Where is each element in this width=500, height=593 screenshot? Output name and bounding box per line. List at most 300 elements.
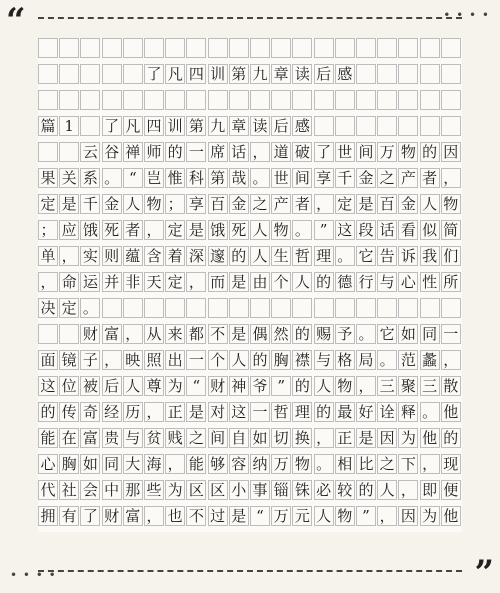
grid-cell: 非 [123,272,143,292]
grid-cell: 与 [123,428,143,448]
grid-cell [102,90,122,110]
grid-cell [356,64,376,84]
grid-cell: 一 [186,142,206,162]
grid-row [38,324,462,350]
grid-cell: 范 [398,350,418,370]
grid-cell: 一 [441,324,461,344]
grid-cell: 单 [38,246,58,266]
grid-cell [102,38,122,58]
open-quote-decoration: “ [6,1,26,41]
grid-cell: 历 [123,402,143,422]
grid-cell: 的 [229,246,249,266]
grid-cell: 铢 [292,480,312,500]
grid-cell: 间 [356,142,376,162]
grid-cell [59,142,79,162]
grid-cell: 同 [420,324,440,344]
grid-cell: 由 [250,272,270,292]
grid-cell: 他 [420,428,440,448]
grid-cell: ， [59,246,79,266]
grid-cell: 人 [229,350,249,370]
grid-cell: 与 [314,350,334,370]
grid-cell [229,38,249,58]
grid-cell: 一 [250,402,270,422]
grid-cell: 被 [80,376,100,396]
grid-cell: 世 [335,142,355,162]
grid-cell: 哲 [292,246,312,266]
grid-cell: 海 [144,454,164,474]
grid-cell: 第 [186,116,206,136]
grid-row [38,142,462,168]
grid-cell [356,116,376,136]
grid-cell: 胸 [59,454,79,474]
grid-cell: 定 [165,220,185,240]
grid-cell [80,64,100,84]
grid-row [38,194,462,220]
grid-row [38,116,462,142]
grid-cell [80,90,100,110]
grid-cell: 是 [229,324,249,344]
grid-cell: 因 [441,142,461,162]
grid-cell: 岂 [144,168,164,188]
grid-cell: 好 [356,402,376,422]
grid-cell: 也 [165,506,185,526]
grid-cell: 人 [314,506,334,526]
grid-row [38,220,462,246]
grid-row [38,480,462,506]
grid-cell: “ [123,168,143,188]
grid-cell: 了 [144,64,164,84]
grid-cell [420,38,440,58]
grid-cell: 决 [38,298,58,318]
grid-cell [144,90,164,110]
grid-cell: 从 [144,324,164,344]
grid-cell: ， [377,506,397,526]
grid-cell [59,38,79,58]
grid-cell: 如 [398,324,418,344]
grid-cell: 贵 [102,428,122,448]
grid-cell: 者 [420,168,440,188]
grid-cell [398,64,418,84]
grid-cell: 传 [59,402,79,422]
grid-cell: 不 [186,506,206,526]
grid-cell: 这 [38,376,58,396]
grid-cell: 便 [441,480,461,500]
grid-cell: 感 [292,116,312,136]
grid-cell [420,64,440,84]
grid-cell [292,90,312,110]
grid-cell: 。 [356,324,376,344]
grid-cell: 饿 [80,220,100,240]
grid-cell: 能 [186,454,206,474]
grid-cell: 小 [229,480,249,500]
grid-cell: 死 [102,220,122,240]
grid-cell: 后 [314,64,334,84]
grid-cell: 的 [420,142,440,162]
grid-cell: 第 [208,168,228,188]
grid-row [38,506,462,532]
grid-cell: 金 [229,194,249,214]
grid-cell [441,90,461,110]
grid-cell: 训 [208,64,228,84]
grid-cell: 理 [292,402,312,422]
grid-cell [38,324,58,344]
grid-cell: 百 [377,194,397,214]
grid-cell [420,90,440,110]
grid-cell: 锱 [271,480,291,500]
grid-cell: 哲 [271,402,291,422]
grid-cell [292,38,312,58]
grid-cell: 间 [292,168,312,188]
grid-cell: 之 [377,168,397,188]
grid-cell: 生 [271,246,291,266]
grid-cell: 胸 [271,350,291,370]
grid-cell: 够 [208,454,228,474]
grid-cell: 然 [271,324,291,344]
grid-cell: 人 [250,220,270,240]
grid-cell: ； [165,194,185,214]
grid-cell: 我 [420,246,440,266]
grid-cell: 纳 [250,454,270,474]
grid-cell [38,64,58,84]
grid-cell: 财 [102,506,122,526]
grid-cell: 这 [229,402,249,422]
grid-cell [38,90,58,110]
grid-cell [441,116,461,136]
grid-cell: 物 [335,376,355,396]
grid-cell [186,90,206,110]
grid-cell: 而 [208,272,228,292]
grid-cell [229,90,249,110]
grid-cell: 。 [250,168,270,188]
grid-cell [250,90,270,110]
grid-cell: 会 [80,480,100,500]
grid-cell: 物 [335,506,355,526]
grid-cell [377,90,397,110]
grid-cell: 是 [186,402,206,422]
grid-cell: 破 [292,142,312,162]
grid-cell: 现 [441,454,461,474]
grid-row [38,454,462,480]
grid-cell [208,298,228,318]
grid-cell: 正 [335,428,355,448]
grid-cell: 话 [377,220,397,240]
grid-cell [59,324,79,344]
grid-cell: 禅 [123,142,143,162]
grid-cell: 区 [186,480,206,500]
grid-cell: ， [144,506,164,526]
grid-cell [165,90,185,110]
grid-cell [186,298,206,318]
grid-cell: 所 [441,272,461,292]
grid-cell: ， [165,454,185,474]
grid-cell: 金 [398,194,418,214]
grid-cell: 出 [165,350,185,370]
grid-cell: 简 [441,220,461,240]
grid-cell: 局 [356,350,376,370]
grid-cell: 它 [377,324,397,344]
grid-cell: 格 [335,350,355,370]
grid-cell [420,298,440,318]
grid-cell: 四 [144,116,164,136]
grid-cell: ” [271,376,291,396]
grid-row [38,272,462,298]
grid-cell: 之 [250,194,270,214]
grid-cell: 是 [59,194,79,214]
grid-cell: 实 [80,246,100,266]
grid-cell [271,38,291,58]
grid-cell: ， [314,428,334,448]
grid-cell: 物 [271,220,291,240]
grid-cell: 含 [144,246,164,266]
grid-cell [441,64,461,84]
grid-cell: ； [38,220,58,240]
grid-cell [102,64,122,84]
grid-cell: 与 [377,272,397,292]
bottom-dashed-border [38,570,462,572]
grid-cell: 散 [441,376,461,396]
grid-cell: 不 [208,324,228,344]
grid-cell: 定 [165,272,185,292]
grid-cell: 这 [335,220,355,240]
grid-cell: 必 [314,480,334,500]
grid-cell: 三 [377,376,397,396]
grid-cell: 。 [102,168,122,188]
grid-row [38,64,462,90]
grid-cell: 并 [102,272,122,292]
grid-cell: 定 [38,194,58,214]
grid-cell: 人 [250,246,270,266]
grid-row [38,246,462,272]
grid-cell: 。 [335,246,355,266]
grid-cell: 章 [271,64,291,84]
grid-cell [441,298,461,318]
grid-cell: 凡 [123,116,143,136]
grid-cell [80,38,100,58]
grid-cell [123,90,143,110]
grid-cell: 三 [420,376,440,396]
grid-cell: 诉 [398,246,418,266]
grid-cell: 金 [102,194,122,214]
grid-cell: 关 [59,168,79,188]
grid-cell: 是 [356,194,376,214]
grid-cell: 人 [420,194,440,214]
grid-cell [377,64,397,84]
grid-cell: 财 [80,324,100,344]
grid-cell: 富 [80,428,100,448]
grid-cell: 同 [102,454,122,474]
grid-cell: 正 [165,402,185,422]
grid-cell: 了 [102,116,122,136]
grid-paper [38,38,462,532]
grid-cell [250,38,270,58]
grid-cell: 相 [335,454,355,474]
grid-cell [314,90,334,110]
grid-cell: 尊 [144,376,164,396]
grid-cell: 镜 [59,350,79,370]
grid-cell: 一 [186,350,206,370]
grid-cell [377,38,397,58]
grid-cell: 在 [59,428,79,448]
grid-cell: ， [441,168,461,188]
grid-cell: 百 [208,194,228,214]
grid-cell: ， [441,350,461,370]
grid-cell [38,38,58,58]
grid-cell: 间 [208,428,228,448]
grid-cell: 。 [292,220,312,240]
grid-cell [292,298,312,318]
grid-cell: 社 [59,480,79,500]
grid-cell [229,298,249,318]
grid-cell: 即 [420,480,440,500]
grid-cell: 定 [59,298,79,318]
grid-cell: 中 [102,480,122,500]
grid-cell [208,38,228,58]
grid-cell: 为 [165,376,185,396]
grid-cell: 物 [144,194,164,214]
grid-cell: 最 [335,402,355,422]
grid-cell: “ [250,506,270,526]
grid-row [38,90,462,116]
grid-cell: 比 [356,454,376,474]
grid-row [38,428,462,454]
grid-cell: 物 [292,454,312,474]
grid-cell: 人 [377,480,397,500]
grid-cell: 他 [441,402,461,422]
grid-cell: 的 [292,376,312,396]
grid-cell: 世 [271,168,291,188]
grid-cell: 的 [356,480,376,500]
grid-cell [165,38,185,58]
grid-cell [38,142,58,162]
grid-cell: 富 [102,324,122,344]
grid-cell [186,38,206,58]
grid-cell [250,298,270,318]
grid-cell: 代 [38,480,58,500]
grid-cell: 人 [123,194,143,214]
grid-cell: ， [356,376,376,396]
grid-cell [144,298,164,318]
grid-cell [335,116,355,136]
dots-decoration: • • • • [443,8,490,22]
grid-cell: 行 [356,272,376,292]
grid-cell: 个 [271,272,291,292]
grid-cell: 拥 [38,506,58,526]
grid-cell: 产 [398,168,418,188]
grid-cell: 训 [165,116,185,136]
grid-cell: 了 [80,506,100,526]
grid-cell: 段 [356,220,376,240]
grid-cell: 下 [398,454,418,474]
grid-cell: 照 [144,350,164,370]
grid-cell: 享 [314,168,334,188]
grid-cell: 元 [292,506,312,526]
grid-cell: 区 [208,480,228,500]
close-quote-decoration: ” [474,553,494,593]
grid-cell: 定 [335,194,355,214]
grid-cell: 个 [208,350,228,370]
grid-cell: 章 [229,116,249,136]
grid-cell: ， [250,142,270,162]
grid-cell [335,90,355,110]
grid-cell: 系 [80,168,100,188]
grid-cell [314,38,334,58]
grid-cell: 千 [335,168,355,188]
grid-cell: 映 [123,350,143,370]
grid-cell: 物 [398,142,418,162]
grid-cell: 者 [123,220,143,240]
grid-cell: 师 [144,142,164,162]
grid-cell: 偶 [250,324,270,344]
grid-cell: 心 [38,454,58,474]
grid-cell: 都 [186,324,206,344]
grid-cell [271,90,291,110]
grid-cell [398,90,418,110]
grid-cell [314,298,334,318]
grid-cell [377,298,397,318]
grid-cell: 心 [398,272,418,292]
grid-cell: 容 [229,454,249,474]
grid-row [38,298,462,324]
grid-cell [335,298,355,318]
grid-cell: 过 [208,506,228,526]
grid-cell: 诠 [377,402,397,422]
dots-decoration-bottom: • • • • [10,568,57,582]
grid-cell: 因 [398,506,418,526]
grid-cell: 如 [250,428,270,448]
grid-cell: 切 [271,428,291,448]
grid-cell: 自 [229,428,249,448]
grid-cell: 邃 [208,246,228,266]
grid-cell: 之 [186,428,206,448]
grid-cell: 万 [377,142,397,162]
grid-cell: 凡 [165,64,185,84]
grid-cell: 感 [335,64,355,84]
grid-cell [144,38,164,58]
grid-cell: 物 [441,194,461,214]
grid-row [38,350,462,376]
grid-cell: 后 [271,116,291,136]
grid-cell: 产 [271,194,291,214]
grid-cell: 人 [123,376,143,396]
grid-cell: 是 [229,272,249,292]
grid-cell: 奇 [80,402,100,422]
grid-cell: 们 [441,246,461,266]
grid-row [38,168,462,194]
grid-cell: 聚 [398,376,418,396]
grid-cell: 的 [250,350,270,370]
grid-cell: ， [38,272,58,292]
grid-cell: 那 [123,480,143,500]
grid-cell: 1 [59,116,79,136]
grid-row [38,38,462,64]
grid-cell [123,298,143,318]
grid-cell: 能 [38,428,58,448]
grid-cell: 哉 [229,168,249,188]
grid-cell: 换 [292,428,312,448]
grid-cell: 释 [398,402,418,422]
grid-cell: 席 [208,142,228,162]
grid-cell: 神 [229,376,249,396]
grid-cell [398,38,418,58]
grid-cell: 子 [80,350,100,370]
grid-cell [377,116,397,136]
grid-cell: ” [314,220,334,240]
grid-cell: 位 [59,376,79,396]
top-dashed-border [38,17,462,19]
grid-cell: ， [123,324,143,344]
grid-cell: 些 [144,480,164,500]
grid-cell: 为 [165,480,185,500]
